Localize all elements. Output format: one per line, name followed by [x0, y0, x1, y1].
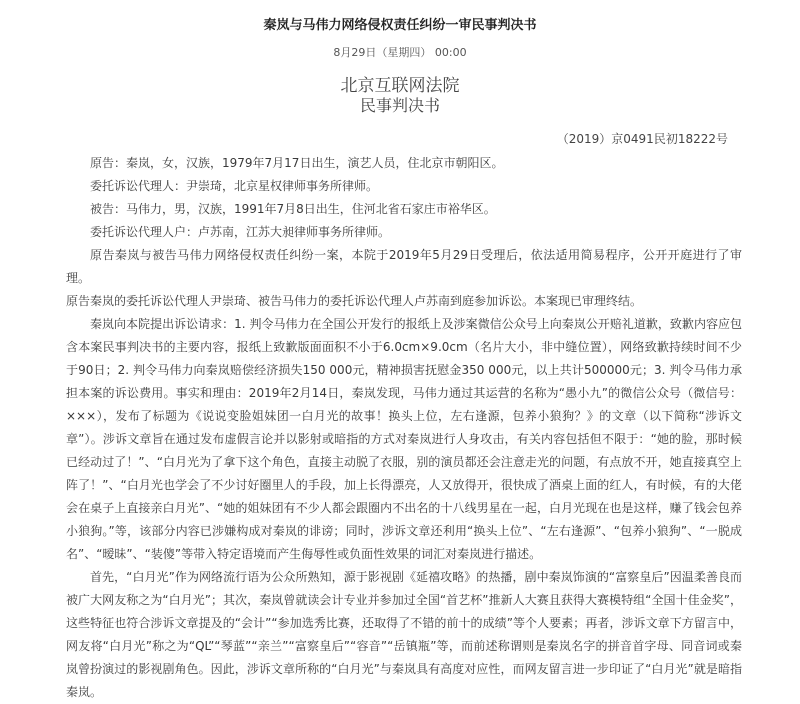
plaintiff-paragraph: 原告：秦岚，女，汉族，1979年7月17日出生，演艺人员，住北京市朝阳区。: [90, 156, 504, 170]
claims-paragraph: 秦岚向本院提出诉讼请求：1. 判令马伟力在全国公开发行的报纸上及涉案微信公众号上向秦岚公开赔礼道歉，致歉内容应包含本案民事判决书的主要内容，报纸上致歉版面面积不小于6.0cm×9.0cm（名片大小，非中缝位置），网络致歉持续时间不少于90日；2. 判令马伟力向秦岚赔偿经济损失150 000元，精神损害抚慰金350 000元，以上共计500000元；3. 判令马伟力承担本案的诉讼费用。事实和理由：2019年2月14日，秦岚发现，马伟力通过其运营的名称为“愚小九”的微信公众号（微信号：×××），发布了标题为《说说变脸姐妹团一白月光的故事！换头上位，左右逢源，包养小狼狗？》的文章（以下简称“涉诉文章”）。涉诉文章旨在通过发布虚假言论并以影射或暗指的方式对秦岚进行人身攻击，有关内容包括但不限于：“她的脸，那时候已经动过了！”、“白月光为了拿下这个角色，直接主动脱了衣服，别的演员都还会注意走光的问题，有点放不开，她直接真空上阵了！”、“白月光也学会了不少讨好圈里人的手段，加上长得漂亮，人又放得开，很快成了酒桌上面的红人，有时候，有的大佬会在桌子上直接亲白月光”、“她的姐妹团有不少人都会跟圈内不出名的十八线男星在一起，白月光现在也是这样，赚了钱会包养小狼狗。”等，该部分内容已涉嫌构成对秦岚的诽谤；同时，涉诉文章还利用“换头上位”、“左右逢源”、“包养小狼狗”、“一脱成名”、“暧昧”、“装傻”等带入特定语境而产生侮辱性或负面性效果的词汇对秦岚进行描述。: [66, 317, 742, 561]
court-name: 北京互联网法院: [340, 76, 460, 96]
publish-date: 8月29日（星期四） 00:00: [333, 46, 467, 59]
judgment-body: [66, 152, 742, 704]
case-intro-paragraph: 原告秦岚与被告马伟力网络侵权责任纠纷一案，本院于2019年5月29日受理后，依法适用简易程序，公开开庭进行了审理。: [66, 248, 742, 285]
document-type: 民事判决书: [359, 96, 440, 115]
reasoning-paragraph: 首先，“白月光”作为网络流行语为公众所熟知，源于影视剧《延禧攻略》的热播，剧中秦岚饰演的“富察皇后”因温柔善良而被广大网友称之为“白月光”；其次，秦岚曾就读会计专业并参加过全国“首艺杯”推新人大赛且获得大赛模特组“全国十佳金奖”，这些特征也符合涉诉文章提及的“会计”“参加选秀比赛，还取得了不错的前十的成绩”等个人要素；再者，涉诉文章下方留言中，网友将“白月光”称之为“QL”“琴蓝”“亲兰”“富察皇后”“容音”“岳镇瓶”等，而前述称谓则是秦岚名字的拼音首字母、同音词或秦岚曾扮演过的影视剧角色。因此，涉诉文章所称的“白月光”与秦岚具有高度对应性，而网友留言进一步印证了“白月光”就是暗指秦岚。: [66, 570, 742, 699]
plaintiff-agent-paragraph: 委托诉讼代理人：尹崇琦，北京星权律师事务所律师。: [90, 179, 379, 193]
case-number: （2019）京0491民初18222号: [556, 132, 728, 146]
article-title: 秦岚与马伟力网络侵权责任纠纷一审民事判决书: [263, 18, 537, 33]
defendant-paragraph: 被告：马伟力，男，汉族，1991年7月8日出生，住河北省石家庄市裕华区。: [90, 202, 496, 216]
defendant-agent-paragraph: 委托诉讼代理人户：卢苏南，江苏大昶律师事务所律师。: [90, 225, 391, 239]
case-attendance-paragraph: 原告秦岚的委托诉讼代理人尹崇琦、被告马伟力的委托诉讼代理人卢苏南到庭参加诉讼。本案现已审理终结。: [66, 294, 643, 308]
